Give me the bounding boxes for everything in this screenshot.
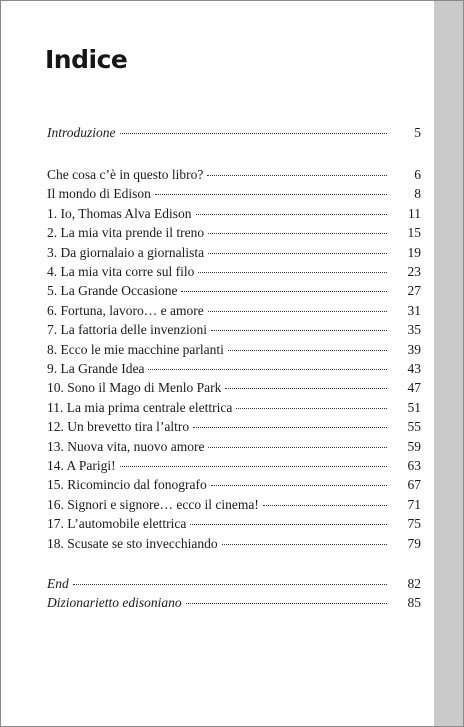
dot-leader <box>211 330 387 331</box>
dot-leader <box>207 175 387 176</box>
toc-entry-page-number: 47 <box>407 380 421 396</box>
toc-entry-page-number: 71 <box>407 496 421 512</box>
toc-entry <box>47 204 421 224</box>
dot-leader <box>208 447 387 448</box>
toc-entry-label: 3. Da giornalaio a giornalista <box>47 244 205 260</box>
toc-entry-page-number: 15 <box>407 225 421 241</box>
toc-entry-label: Il mondo di Edison <box>47 186 151 202</box>
dot-leader <box>186 603 387 604</box>
toc-entry-page-number: 11 <box>408 205 421 221</box>
dot-leader <box>198 272 387 273</box>
toc-entry-page-number: 51 <box>407 399 421 415</box>
toc-entry-label: 14. A Parigi! <box>47 458 116 473</box>
toc-entry <box>47 123 421 143</box>
dot-leader <box>155 194 387 195</box>
toc-entry-label: 15. Ricomincio dal fonografo <box>47 477 207 493</box>
toc-entry-page-number: 19 <box>407 244 421 260</box>
toc-entry-page-number: 55 <box>407 419 421 435</box>
toc-entry <box>47 475 421 495</box>
toc-entry-label: 17. L’automobile elettrica <box>47 516 187 532</box>
toc-entry <box>47 437 421 457</box>
toc-entry <box>47 223 421 243</box>
toc-entry-label: 6. Fortuna, lavoro… e amore <box>47 302 204 318</box>
side-color-strip <box>434 1 463 726</box>
dot-leader <box>222 544 387 545</box>
toc-entry-label: 13. Nuova vita, nuovo amore <box>47 438 205 454</box>
toc-entry-page-number: 8 <box>414 186 421 202</box>
toc-entry-label: Introduzione <box>47 125 116 140</box>
toc-entry-label: Che cosa c’è in questo libro? <box>47 167 204 182</box>
toc-entry-page-number: 75 <box>407 516 421 532</box>
dot-leader <box>263 505 387 506</box>
toc-entry-label: 9. La Grande Idea <box>47 361 145 376</box>
toc-entry <box>47 456 421 476</box>
toc-entry-label: 7. La fattoria delle invenzioni <box>47 322 208 338</box>
toc-entry-label: 16. Signori e signore… ecco il cinema! <box>47 496 259 512</box>
toc-entry-page-number: 82 <box>407 576 421 591</box>
toc-entry <box>47 281 421 301</box>
toc-entry <box>47 398 421 418</box>
dot-leader <box>196 214 388 215</box>
toc-entry <box>47 378 421 398</box>
toc-entry <box>47 359 421 379</box>
toc-entry-page-number: 23 <box>407 264 421 279</box>
toc-entry-label: 8. Ecco le mie macchine parlanti <box>47 341 224 357</box>
dot-leader <box>208 253 387 254</box>
toc-entry-page-number: 85 <box>407 595 421 611</box>
toc-entry-page-number: 27 <box>407 283 421 299</box>
toc-entry-label: Dizionarietto edisoniano <box>47 595 182 611</box>
toc-entry <box>47 340 421 360</box>
dot-leader <box>120 133 388 134</box>
toc-entry-label: 4. La mia vita corre sul filo <box>47 264 195 279</box>
toc-entry <box>47 593 421 613</box>
toc-entry-label: 18. Scusate se sto invecchiando <box>47 535 218 551</box>
toc-entry-page-number: 59 <box>407 438 421 454</box>
toc-entry-page-number: 5 <box>414 125 421 140</box>
page-title: Indice <box>45 45 128 74</box>
toc-entry-label: 1. Io, Thomas Alva Edison <box>47 205 192 221</box>
dot-leader <box>208 233 387 234</box>
dot-leader <box>148 369 387 370</box>
toc-entry-label: End <box>47 576 69 591</box>
toc-entry-label: 10. Sono il Mago di Menlo Park <box>47 380 222 396</box>
toc-entry <box>47 514 421 534</box>
toc-entry-label: 11. La mia prima centrale elettrica <box>47 399 233 415</box>
dot-leader <box>225 388 387 389</box>
dot-leader <box>211 485 387 486</box>
toc-entry-page-number: 63 <box>407 458 421 473</box>
dot-leader <box>228 350 387 351</box>
toc-entry <box>47 574 421 594</box>
dot-leader <box>236 408 387 409</box>
dot-leader <box>73 584 387 585</box>
toc-entry <box>47 320 421 340</box>
dot-leader <box>181 291 387 292</box>
toc-entry-page-number: 79 <box>407 535 421 551</box>
toc-entry-page-number: 6 <box>414 167 421 182</box>
toc-entry-page-number: 43 <box>407 361 421 376</box>
toc-entry-label: 2. La mia vita prende il treno <box>47 225 205 241</box>
dot-leader <box>193 427 387 428</box>
toc-entry-page-number: 67 <box>407 477 421 493</box>
toc-entry <box>47 243 421 263</box>
toc-entry <box>47 184 421 204</box>
dot-leader <box>208 311 387 312</box>
toc-entry-label: 5. La Grande Occasione <box>47 283 178 299</box>
dot-leader <box>120 466 387 467</box>
toc-entry <box>47 165 421 185</box>
toc-entry <box>47 301 421 321</box>
toc-entry <box>47 534 421 554</box>
toc-entry-page-number: 35 <box>407 322 421 338</box>
toc-entry <box>47 262 421 282</box>
toc-entry <box>47 495 421 515</box>
toc-entry-page-number: 39 <box>407 341 421 357</box>
toc-entry-label: 12. Un brevetto tira l’altro <box>47 419 190 435</box>
toc-entry <box>47 417 421 437</box>
toc-entry-page-number: 31 <box>407 302 421 318</box>
dot-leader <box>190 524 387 525</box>
